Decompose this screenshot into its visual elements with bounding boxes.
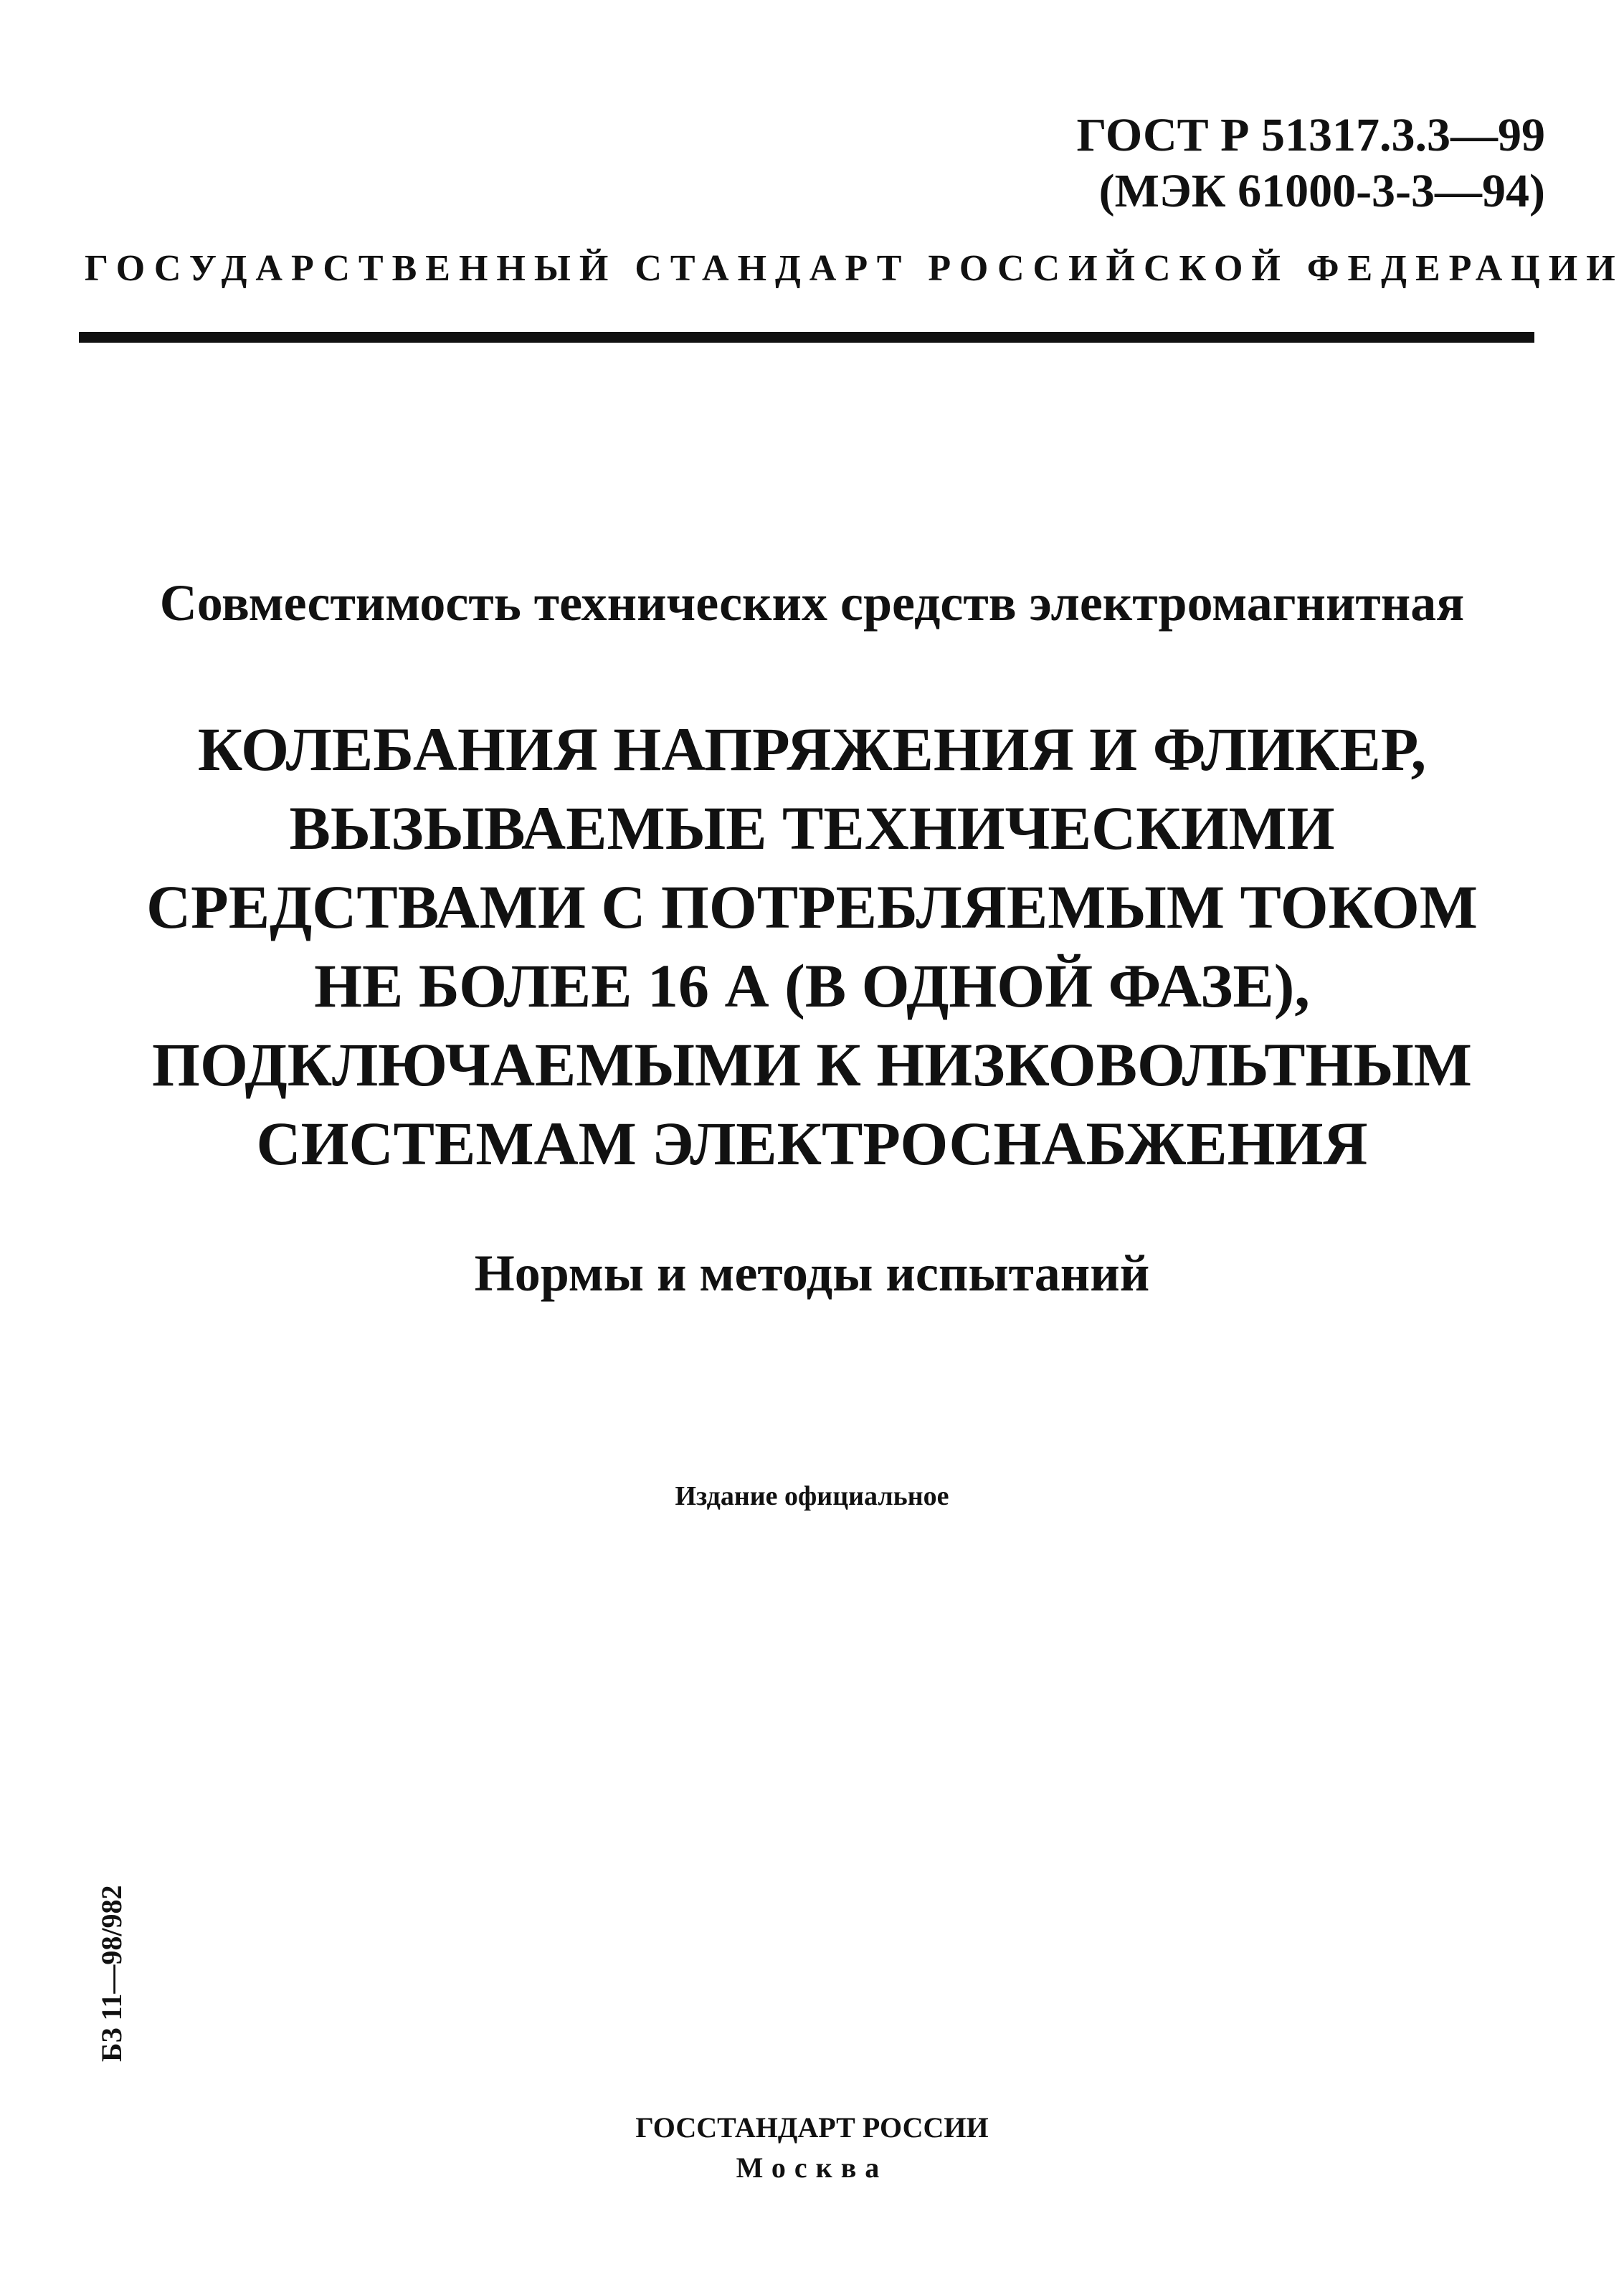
state-standard-title: ГОСУДАРСТВЕННЫЙ СТАНДАРТ РОССИЙСКОЙ ФЕДЕРАЦИИ: [85, 248, 1624, 289]
publisher-block: [0, 2108, 1624, 2188]
title-line: СИСТЕМАМ ЭЛЕКТРОСНАБЖЕНИЯ: [256, 1109, 1368, 1178]
title-line: КОЛЕБАНИЯ НАПРЯЖЕНИЯ И ФЛИКЕР,: [197, 715, 1427, 784]
edition-label: Издание официальное: [675, 1481, 949, 1511]
document-codes: [1077, 108, 1546, 219]
main-title: [0, 710, 1624, 1183]
title-line: СРЕДСТВАМИ С ПОТРЕБЛЯЕМЫМ ТОКОМ: [146, 872, 1478, 941]
title-line: НЕ БОЛЕЕ 16 А (В ОДНОЙ ФАЗЕ),: [314, 951, 1310, 1020]
publisher-name: ГОССТАНДАРТ РОССИИ: [635, 2111, 989, 2144]
side-code: БЗ 11—98/982: [95, 1885, 128, 2062]
header-rule: [79, 332, 1534, 343]
norms-subtitle: Нормы и методы испытаний: [474, 1245, 1150, 1302]
iec-code: (МЭК 61000-3-3—94): [1098, 165, 1545, 217]
title-line: ВЫЗЫВАЕМЫЕ ТЕХНИЧЕСКИМИ: [289, 794, 1335, 862]
title-line: ПОДКЛЮЧАЕМЫМИ К НИЗКОВОЛЬТНЫМ: [152, 1030, 1472, 1099]
publisher-city: Москва: [736, 2151, 888, 2184]
gost-code: ГОСТ Р 51317.3.3—99: [1076, 109, 1545, 161]
subject-heading: Совместимость технических средств электромагнитная: [159, 574, 1465, 632]
